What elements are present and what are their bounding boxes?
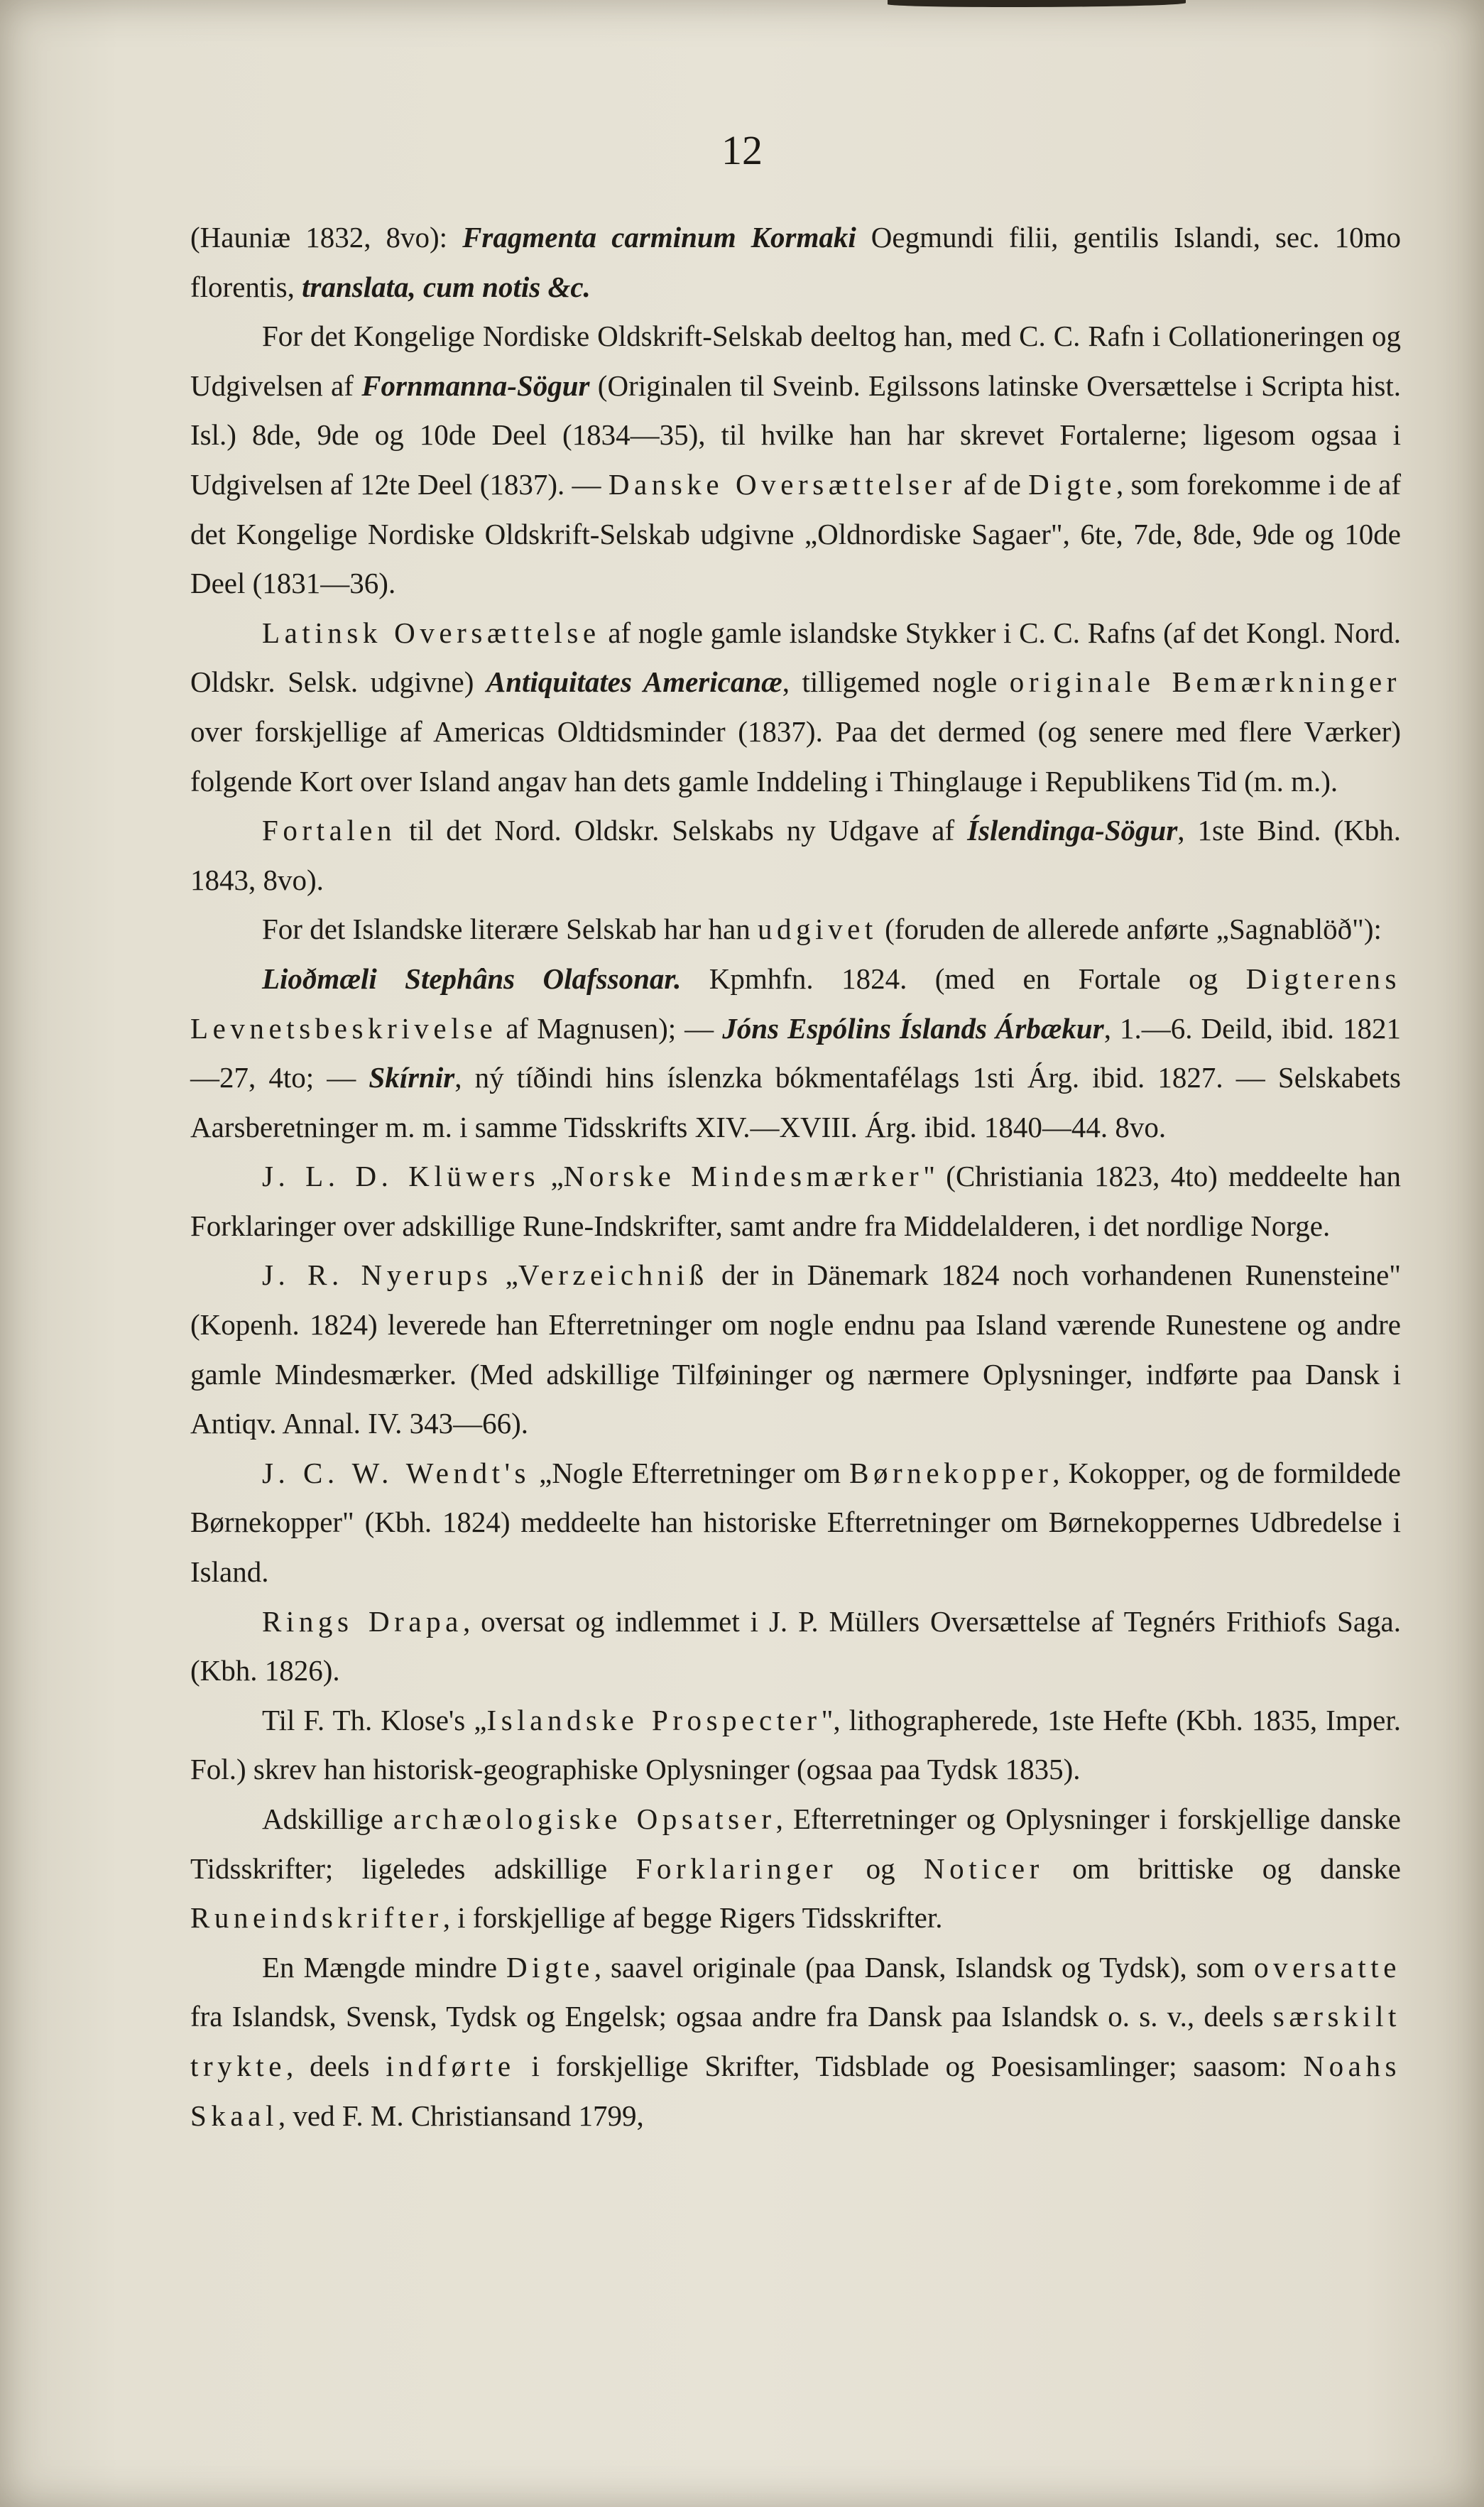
text-run: Til F. Th. Klose's „ [262,1703,487,1736]
text-run: , som forekomme i de af det Kongelige Nordiske Oldskrift-Selskab udgivne „Oldnordiske Sagaer", 6te, 7de, 8de, 9de og 10de Deel (1831—36). [190,467,1401,600]
paragraph-hauniae [190,213,1401,312]
text-run: , oversat og indlemmet i J. P. Müllers Oversættelse af Tegnérs Frithiofs Saga. (Kbh. 1826). [190,1604,1402,1687]
italic-title: Íslendinga-Sögur [967,814,1178,847]
spaced-emphasis: Verzeichniß [518,1258,709,1292]
paragraph-nordiske-oldskrift [190,312,1401,609]
text-run: „Nogle Efterretninger om [530,1456,850,1489]
text-run: over forskjellige af Americas Oldtidsminder (1837). Paa det dermed (og senere med flere Værker) folgende Kort over Island angav han dets gamle Inddeling i Thinglauge i Republikens Tid (m. m.). [190,714,1401,798]
text-run: der in Dänemark 1824 noch vorhandenen Runensteine" (Kopenh. 1824) leverede han Efterretninger om nogle endnu paa Island værende Runestene og andre gamle Mindesmærker. (Med adskillige Tilføininger og nærmere Oplysninger, indførte paa Dansk i Antiqv. Annal. IV. 343—66). [190,1258,1402,1440]
text-run: , tilligemed nogle [782,665,1010,699]
paragraph-maengde [190,1943,1401,2141]
italic-title: Jóns Espólins Íslands Árbækur [722,1011,1104,1045]
spaced-emphasis: J. R. Nyerups [262,1258,493,1292]
text-run: , 1ste Bind. (Kbh. 1843, 8vo). [190,814,1401,896]
spaced-emphasis: Latinsk Oversættelse [262,616,601,649]
text-run: i forskjellige Skrifter, Tidsblade og Poesisamlinger; saasom: [515,2049,1304,2082]
body-text [190,213,1401,2141]
spaced-emphasis: Runeindskrifter [190,1901,443,1935]
spaced-emphasis: Digterens Levnetsbeskrivelse [190,962,1401,1045]
paragraph-latinsk [190,609,1401,806]
text-run: ", lithographerede, 1ste Hefte (Kbh. 1835, Imper. Fol.) skrev han historisk-geographiske Oplysninger (ogsaa paa Tydsk 1835). [190,1703,1401,1786]
italic-title: translata, cum notis &c. [302,270,591,303]
italic-title: Lioðmæli Stephâns Olafssonar. [262,962,682,995]
text-run: , Kokopper, og de formildede Børnekopper" (Kbh. 1824) meddeelte han historiske Efterretninger om Børnekoppernes Udbredelse i Island. [190,1456,1401,1589]
text-run: „ [540,1160,564,1193]
paragraph-nyerup [190,1251,1401,1448]
text-run: til det Nord. Oldskr. Selskabs ny Udgave af [396,814,968,847]
spaced-emphasis: archæologiske Opsatser [393,1802,776,1835]
spaced-emphasis: Islandske Prospecter [486,1703,822,1736]
spaced-emphasis: J. L. D. Klüwers [262,1160,540,1193]
spaced-emphasis: Danske Oversættelser [608,467,956,501]
page-top-edge [888,0,1186,7]
spaced-emphasis: Digte [506,1950,594,1984]
text-run: For det Kongelige Nordiske Oldskrift-Selskab deeltog han, med C. C. Rafn i Collationeringen og Udgivelsen af [190,320,1401,402]
text-run: af de [956,467,1029,501]
text-run: (Hauniæ 1832, 8vo): [190,221,463,254]
text-run: af Magnusen); — [497,1011,723,1045]
italic-title: Antiquitates Americanæ [486,665,782,699]
text-run: , ný tíðindi hins íslenzka bókmentafélags 1sti Árg. ibid. 1827. — Selskabets Aarsberetninger m. m. i samme Tidsskrifts XIV.—XVIII. Árg. ibid. 1840—44. 8vo. [190,1061,1401,1143]
paragraph-klose [190,1696,1401,1795]
text-run: Oegmundi filii, gentilis Islandi, sec. 10mo florentis, [190,221,1401,303]
page-number: 12 [721,127,763,173]
text-run: (Originalen til Sveinb. Egilssons latinske Oversættelse i Scripta hist. Isl.) 8de, 9de og 10de Deel (1834—35), til hvilke han har skrevet Fortalerne; ligesom ogsaa i Udgivelsen af 12te Deel (1837). — [190,369,1401,501]
spaced-emphasis: særskilt trykte [190,2000,1401,2082]
spaced-emphasis: indførte [386,2049,515,2082]
spaced-emphasis: Fortalen [262,814,397,847]
text-run: " (Christiania 1823, 4to) meddeelte han Forklaringer over adskillige Rune-Indskrifter, samt andre fra Middelalderen, i det nordlige Norge. [190,1160,1402,1242]
paragraph-fortalen [190,806,1401,905]
text-run: af nogle gamle islandske Stykker i C. C. Rafns (af det Kongl. Nord. Oldskr. Selsk. udgivne) [190,616,1401,699]
paragraph-liodmaeli [190,955,1401,1152]
italic-title: Fragmenta carminum Kormaki [462,221,856,254]
spaced-emphasis: oversatte [1253,1950,1401,1984]
text-run: , 1.—6. Deild, ibid. 1821—27, 4to; — [190,1011,1401,1094]
text-run: , deels [286,2049,386,2082]
paragraph-islandske-literaere [190,905,1401,955]
spaced-emphasis: Noticer [923,1851,1044,1885]
text-run: og [837,1851,924,1885]
italic-title: Fornmanna-Sögur [361,369,590,402]
text-run: Adskillige [262,1802,393,1835]
paragraph-kluwer [190,1152,1401,1251]
text-run: fra Islandsk, Svensk, Tydsk og Engelsk; ogsaa andre fra Dansk paa Islandsk o. s. v., deels [190,2000,1273,2033]
paragraph-wendt [190,1449,1401,1597]
text-run: (foruden de allerede anførte „Sagnablöð"): [877,913,1382,946]
text-run: , ved F. M. Christiansand 1799, [278,2099,644,2132]
paragraph-rings-drapa [190,1597,1401,1696]
spaced-emphasis: originale Bemærkninger [1009,665,1401,699]
paragraph-archaeologiske [190,1795,1401,1943]
spaced-emphasis: Digte [1028,467,1117,501]
spaced-emphasis: Rings Drapa [262,1604,463,1638]
spaced-emphasis: Noahs Skaal [190,2049,1402,2132]
text-run: „ [492,1258,518,1292]
spaced-emphasis: Børnekopper [849,1456,1053,1489]
text-run: For det Islandske literære Selskab har han [262,913,758,946]
spaced-emphasis: J. C. W. Wendt's [262,1456,531,1489]
text-run: om brittiske og danske [1043,1851,1402,1885]
text-run: , i forskjellige af begge Rigers Tidsskrifter. [442,1901,943,1935]
spaced-emphasis: Forklaringer [635,1851,838,1885]
spaced-emphasis: Norske Mindesmærker [563,1160,924,1193]
spaced-emphasis: udgivet [757,913,878,946]
text-run: En Mængde mindre [262,1950,506,1984]
text-run: , saavel originale (paa Dansk, Islandsk og Tydsk), som [594,1950,1254,1984]
text-run: , Efterretninger og Oplysninger i forskjellige danske Tidsskrifter; ligeledes adskillige [190,1802,1401,1885]
text-run: Kpmhfn. 1824. (med en Fortale og [681,962,1246,995]
italic-title: Skírnir [369,1061,455,1094]
